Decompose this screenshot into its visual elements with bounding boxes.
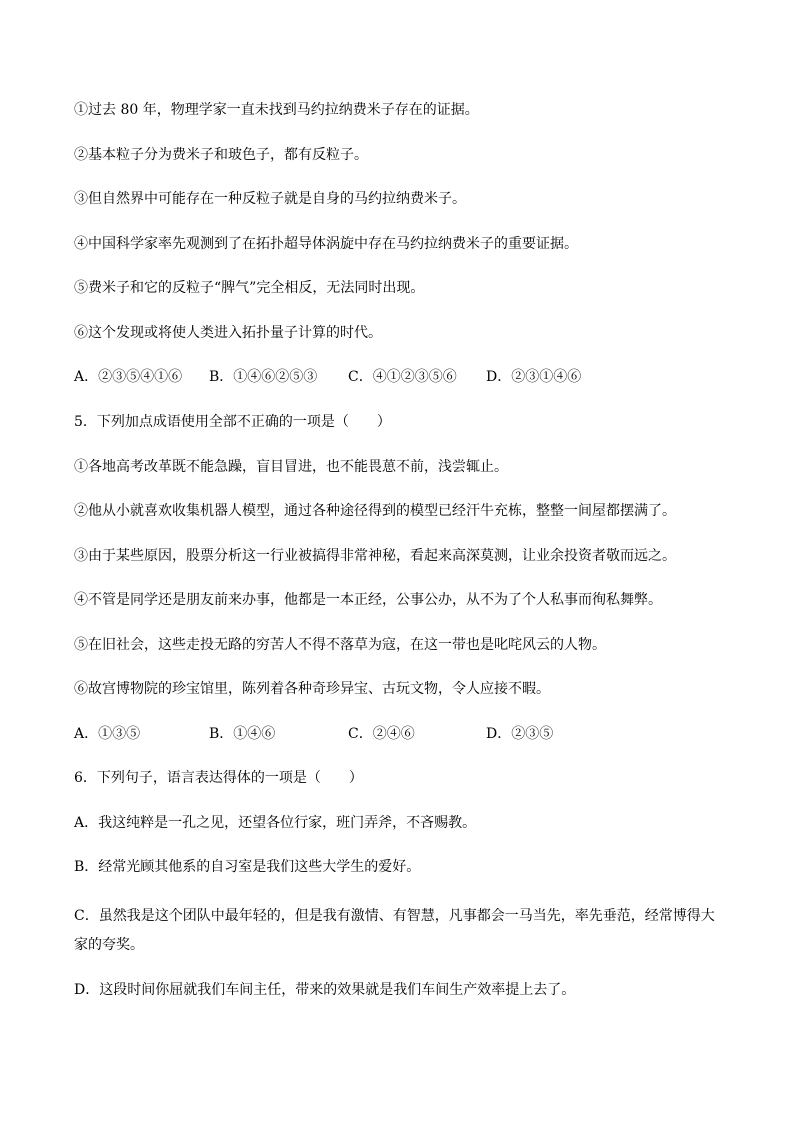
q5-item-3: ③由于某些原因，股票分析这一行业被搞得非常神秘，看起来高深莫测，让业余投资者敬而远之。: [74, 548, 676, 564]
q4-item-3: ③但自然界中可能存在一种反粒子就是自身的马约拉纳费米子。: [74, 191, 466, 207]
q4-item-6: ⑥这个发现或将使人类进入拓扑量子计算的时代。: [74, 325, 382, 341]
q5-option-d: D．②③⑤: [486, 726, 554, 742]
q4-option-c: C．④①②③⑤⑥: [348, 369, 457, 385]
q5-item-1: ①各地高考改革既不能急躁，盲目冒进，也不能畏葸不前，浅尝辄止。: [74, 459, 508, 475]
q6-option-c: C．虽然我是这个团队中最年轻的，但是我有激情、有智慧，凡事都会一马当先，率先垂范，经常博得大家的夸奖。: [74, 908, 715, 953]
q4-option-a: A．②③⑤④①⑥: [74, 369, 183, 385]
q4-item-2: ②基本粒子分为费米子和玻色子，都有反粒子。: [74, 147, 368, 163]
q5-option-a: A．①③⑤: [74, 726, 141, 742]
q4-item-5: ⑤费米子和它的反粒子“脾气”完全相反，无法同时出现。: [74, 280, 425, 296]
q5-item-4: ④不管是同学还是朋友前来办事，他都是一本正经，公事公办，从不为了个人私事而徇私舞弊。: [74, 592, 662, 608]
q5-option-b: B．①④⑥: [209, 726, 276, 742]
q5-item-6: ⑥故宫博物院的珍宝馆里，陈列着各种奇珍异宝、古玩文物，令人应接不暇。: [74, 681, 550, 697]
q5-stem: 5．下列加点成语使用全部不正确的一项是（ ）: [74, 414, 391, 430]
q6-option-a: A．我这纯粹是一孔之见，还望各位行家，班门弄斧，不吝赐教。: [74, 815, 477, 831]
q6-option-d: D．这段时间你屈就我们车间主任，带来的效果就是我们车间生产效率提上去了。: [74, 982, 576, 998]
q4-item-1: ①过去 80 年，物理学家一直未找到马约拉纳费米子存在的证据。: [74, 102, 479, 118]
q6-stem: 6．下列句子，语言表达得体的一项是（ ）: [74, 770, 363, 786]
q5-item-5: ⑤在旧社会，这些走投无路的穷苦人不得不落草为寇，在这一带也是叱咤风云的人物。: [74, 637, 606, 653]
q4-option-d: D．②③①④⑥: [486, 369, 582, 385]
q5-item-2: ②他从小就喜欢收集机器人模型，通过各种途径得到的模型已经汗牛充栋，整整一间屋都摆满了。: [74, 503, 676, 519]
q4-option-b: B．①④⑥②⑤③: [209, 369, 318, 385]
q4-item-4: ④中国科学家率先观测到了在拓扑超导体涡旋中存在马约拉纳费米子的重要证据。: [74, 236, 578, 252]
q5-option-c: C．②④⑥: [348, 726, 415, 742]
q6-option-b: B．经常光顾其他系的自习室是我们这些大学生的爱好。: [74, 859, 421, 875]
